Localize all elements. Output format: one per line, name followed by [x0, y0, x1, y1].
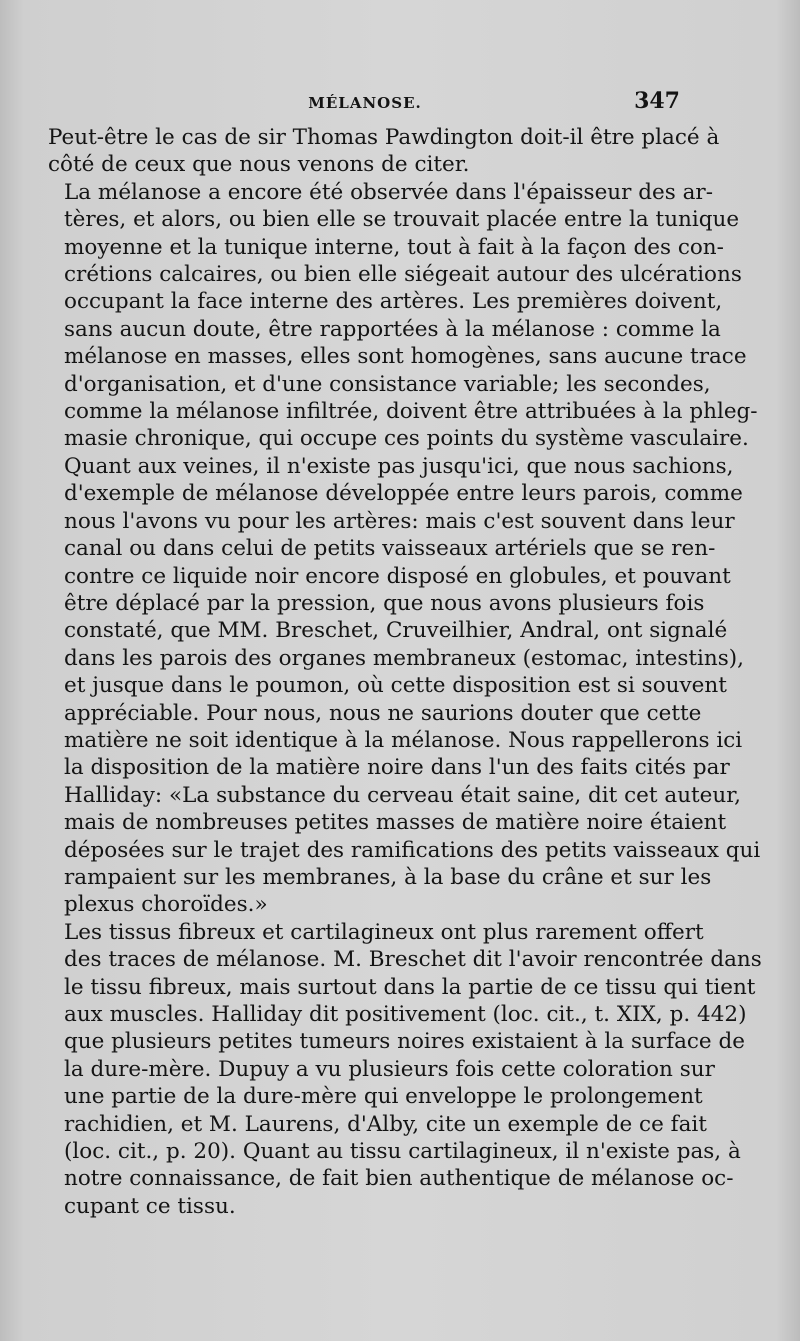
page-header [50, 88, 680, 118]
text-line: nous l'avons vu pour les artères: mais c'est souvent dans leur [64, 508, 735, 534]
text-line: et jusque dans le poumon, où cette disposition est si souvent [64, 673, 727, 699]
text-line: mais de nombreuses petites masses de matière noire étaient [64, 810, 727, 836]
text-line: sans aucun doute, être rapportées à la mélanose : comme la [64, 316, 721, 342]
text-line: rachidien, et M. Laurens, d'Alby, cite un exemple de ce fait [64, 1111, 707, 1137]
text-line: comme la mélanose infiltrée, doivent être attribuées à la phleg- [64, 399, 758, 425]
running-title: MÉLANOSE. [308, 94, 422, 112]
paragraph-4 [48, 919, 762, 1220]
text-line: canal ou dans celui de petits vaisseaux artériels que se ren- [64, 536, 716, 562]
text-line: occupant la face interne des artères. Les premières doivent, [64, 289, 723, 315]
text-line: Peut-être le cas de sir Thomas Pawdington doit-il être placé à [48, 125, 720, 150]
text-line: d'exemple de mélanose développée entre leurs parois, comme [64, 481, 743, 507]
text-line: d'organisation, et d'une consistance variable; les secondes, [64, 371, 711, 397]
paragraph-2 [48, 179, 758, 453]
text-line: mélanose en masses, elles sont homogènes, sans aucune trace [64, 344, 747, 370]
text-line: Les tissus fibreux et cartilagineux ont plus rarement offert [64, 919, 704, 945]
text-line: tères, et alors, ou bien elle se trouvait placée entre la tunique [64, 207, 740, 233]
text-line: la disposition de la matière noire dans l'un des faits cités par [64, 755, 730, 781]
text-line: des traces de mélanose. M. Breschet dit l'avoir rencontrée dans [64, 947, 762, 973]
text-line: notre connaissance, de fait bien authentique de mélanose oc- [64, 1166, 734, 1192]
text-line: être déplacé par la pression, que nous avons plusieurs fois [64, 590, 705, 616]
text-line: constaté, que MM. Breschet, Cruveilhier, Andral, ont signalé [64, 618, 728, 644]
text-line: rampaient sur les membranes, à la base du crâne et sur les [64, 864, 712, 890]
text-line: La mélanose a encore été observée dans l'épaisseur des ar- [64, 179, 713, 205]
paragraph-1 [48, 124, 720, 179]
body-text [48, 124, 762, 1220]
text-line: le tissu fibreux, mais surtout dans la partie de ce tissu qui tient [64, 974, 756, 1000]
text-line: appréciable. Pour nous, nous ne saurions douter que cette [64, 700, 702, 726]
text-line: Quant aux veines, il n'existe pas jusqu'ici, que nous sachions, [64, 453, 734, 479]
text-line: que plusieurs petites tumeurs noires existaient à la surface de [64, 1029, 745, 1055]
page-number: 347 [634, 88, 680, 114]
text-line: moyenne et la tunique interne, tout à fait à la façon des con- [64, 234, 724, 260]
text-line: déposées sur le trajet des ramifications des petits vaisseaux qui [64, 837, 761, 863]
text-line: masie chronique, qui occupe ces points du système vasculaire. [64, 426, 749, 452]
text-line: (loc. cit., p. 20). Quant au tissu cartilagineux, il n'existe pas, à [64, 1139, 741, 1165]
text-line: crétions calcaires, ou bien elle siégeait autour des ulcérations [64, 262, 742, 288]
text-line: Halliday: «La substance du cerveau était saine, dit cet auteur, [64, 782, 741, 808]
text-line: contre ce liquide noir encore disposé en globules, et pouvant [64, 563, 731, 589]
text-line: plexus choroïdes.» [64, 892, 268, 918]
text-line: matière ne soit identique à la mélanose. Nous rappellerons ici [64, 727, 743, 753]
text-line: cupant ce tissu. [64, 1193, 236, 1219]
paragraph-3 [48, 453, 761, 919]
text-line: la dure-mère. Dupuy a vu plusieurs fois cette coloration sur [64, 1056, 715, 1082]
text-line: aux muscles. Halliday dit positivement (loc. cit., t. XIX, p. 442) [64, 1002, 747, 1027]
text-line: une partie de la dure-mère qui enveloppe le prolongement [64, 1084, 703, 1110]
text-line: dans les parois des organes membraneux (estomac, intestins), [64, 645, 745, 671]
text-line: côté de ceux que nous venons de citer. [48, 152, 470, 178]
